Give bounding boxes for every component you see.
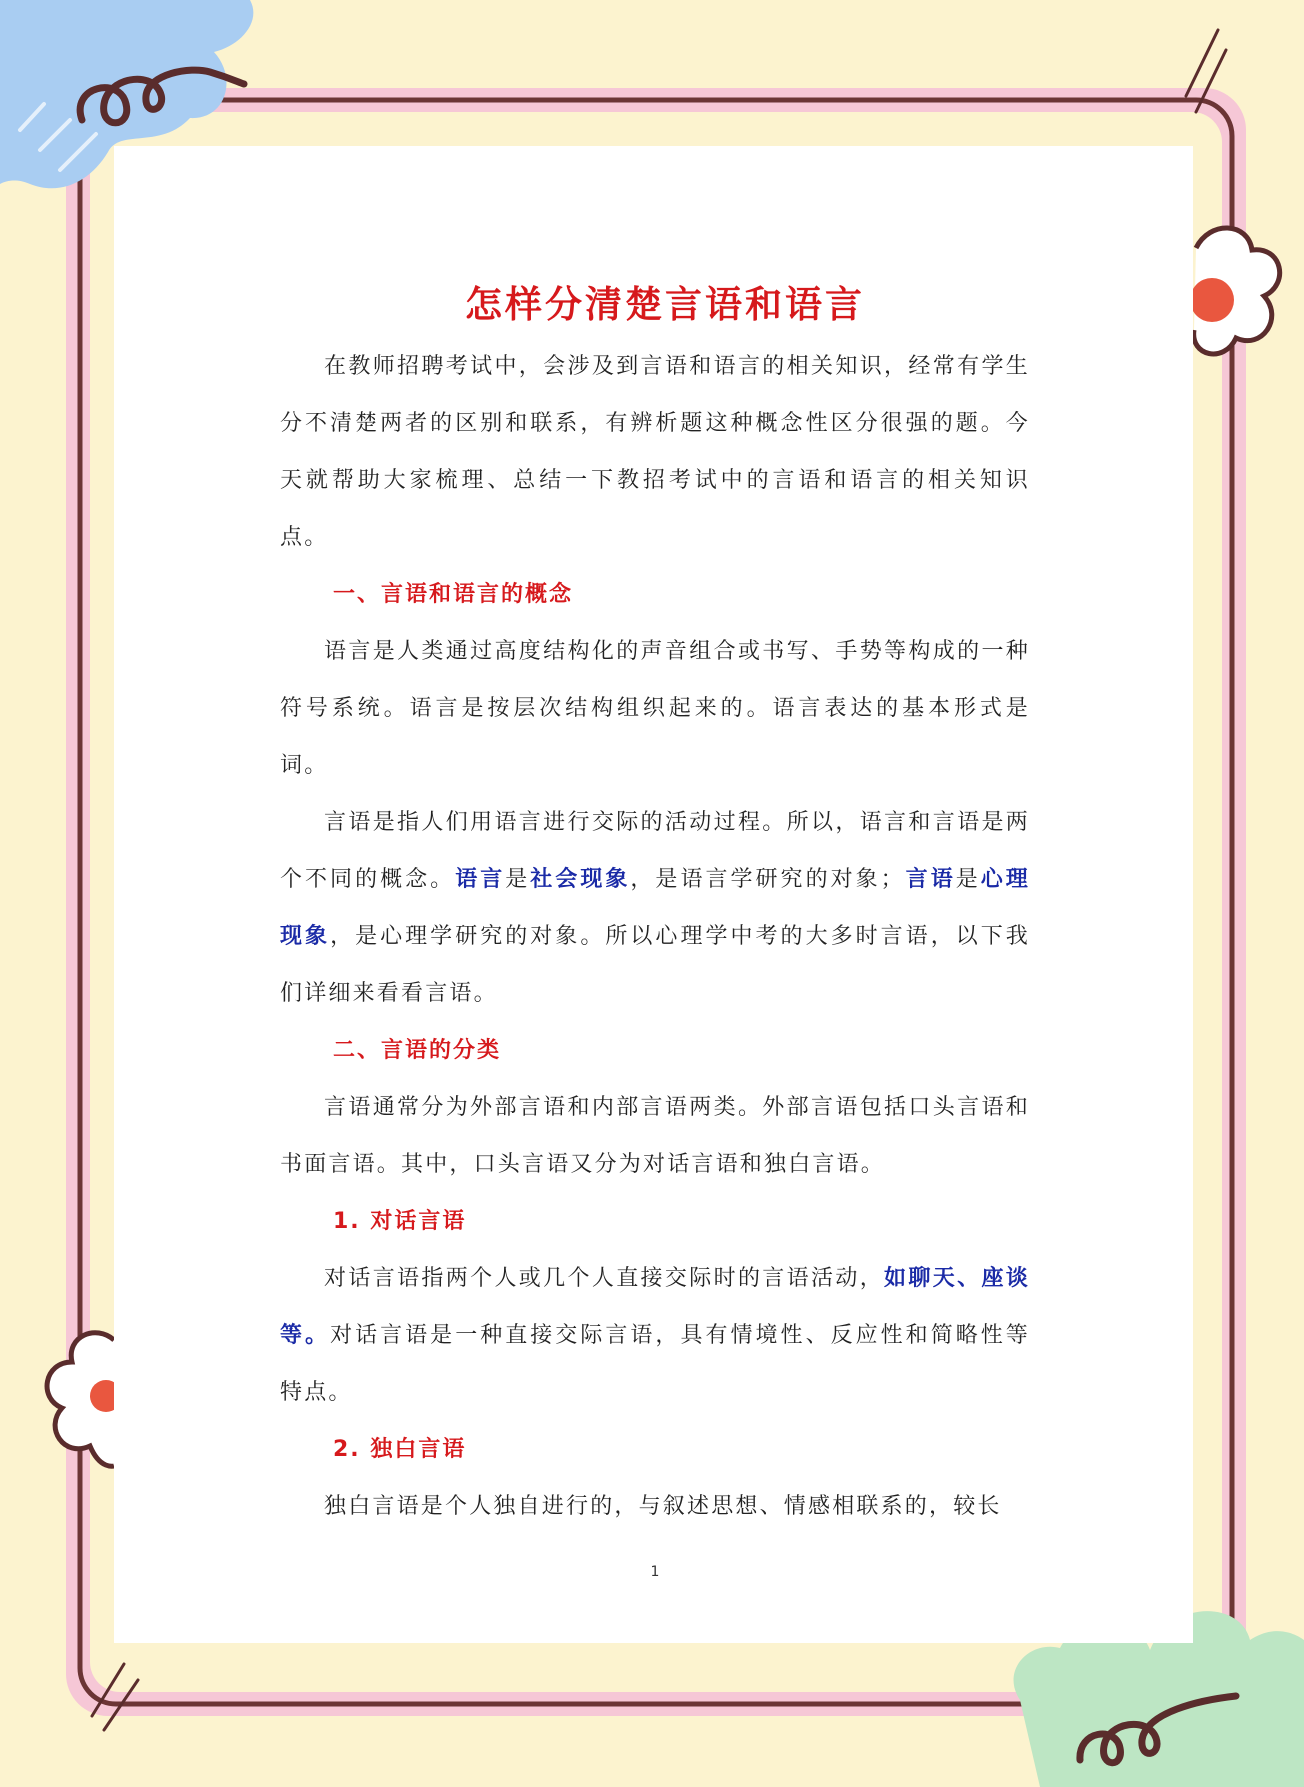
highlight-language: 语言 [455,866,506,892]
subsection1-paragraph [280,1250,1030,1421]
subsection1-heading: 1. 对话言语 [333,1209,467,1234]
text-run: 是 [955,867,981,892]
section2-heading: 二、言语的分类 [333,1038,502,1063]
intro-paragraph: 在教师招聘考试中，会涉及到言语和语言的相关知识，经常有学生分不清楚两者的区别和联系，有辨析题这种概念性区分很强的题。今天就帮助大家梳理、总结一下教招考试中的言语和语言的相关知识点。 [280,354,1030,550]
text-run: ，是语言学研究的对象； [630,867,905,892]
document-body [280,276,1030,1535]
text-run: 对话言语指两个人或几个人直接交际时的言语活动， [324,1266,885,1291]
subsection2-heading: 2. 独白言语 [333,1437,467,1462]
section1-heading: 一、言语和语言的概念 [333,582,574,607]
section1-paragraph2 [280,794,1030,1022]
text-run: 对话言语是一种直接交际言语，具有情境性、反应性和简略性等特点。 [280,1323,1030,1405]
flower-right [1190,228,1280,354]
text-run: ，是心理学研究的对象。所以心理学中考的大多时言语，以下我们详细来看看言语。 [280,924,1030,1006]
highlight-examples: 如聊天、座谈等。 [280,1265,1030,1348]
section2-paragraph1: 言语通常分为外部言语和内部言语两类。外部言语包括口头言语和书面言语。其中，口头言语又分为对话言语和独白言语。 [280,1095,1030,1177]
document-title: 怎样分清楚言语和语言 [465,282,865,326]
text-run: 言语是指人们用语言进行交际的活动过程。所以，语言和言语是两个不同的概念。 [280,810,1030,892]
section1-paragraph1: 语言是人类通过高度结构化的声音组合或书写、手势等构成的一种符号系统。语言是按层次结构组织起来的。语言表达的基本形式是词。 [280,639,1030,778]
text-run: 是 [505,867,531,892]
flower-left [47,1333,122,1466]
highlight-speech: 言语 [904,866,956,892]
page-number: 1 [650,1564,660,1580]
highlight-psychological-phenomenon: 心理现象 [280,866,1031,949]
subsection2-paragraph: 独白言语是个人独自进行的，与叙述思想、情感相联系的，较长 [324,1494,1002,1519]
highlight-social-phenomenon: 社会现象 [530,866,631,892]
